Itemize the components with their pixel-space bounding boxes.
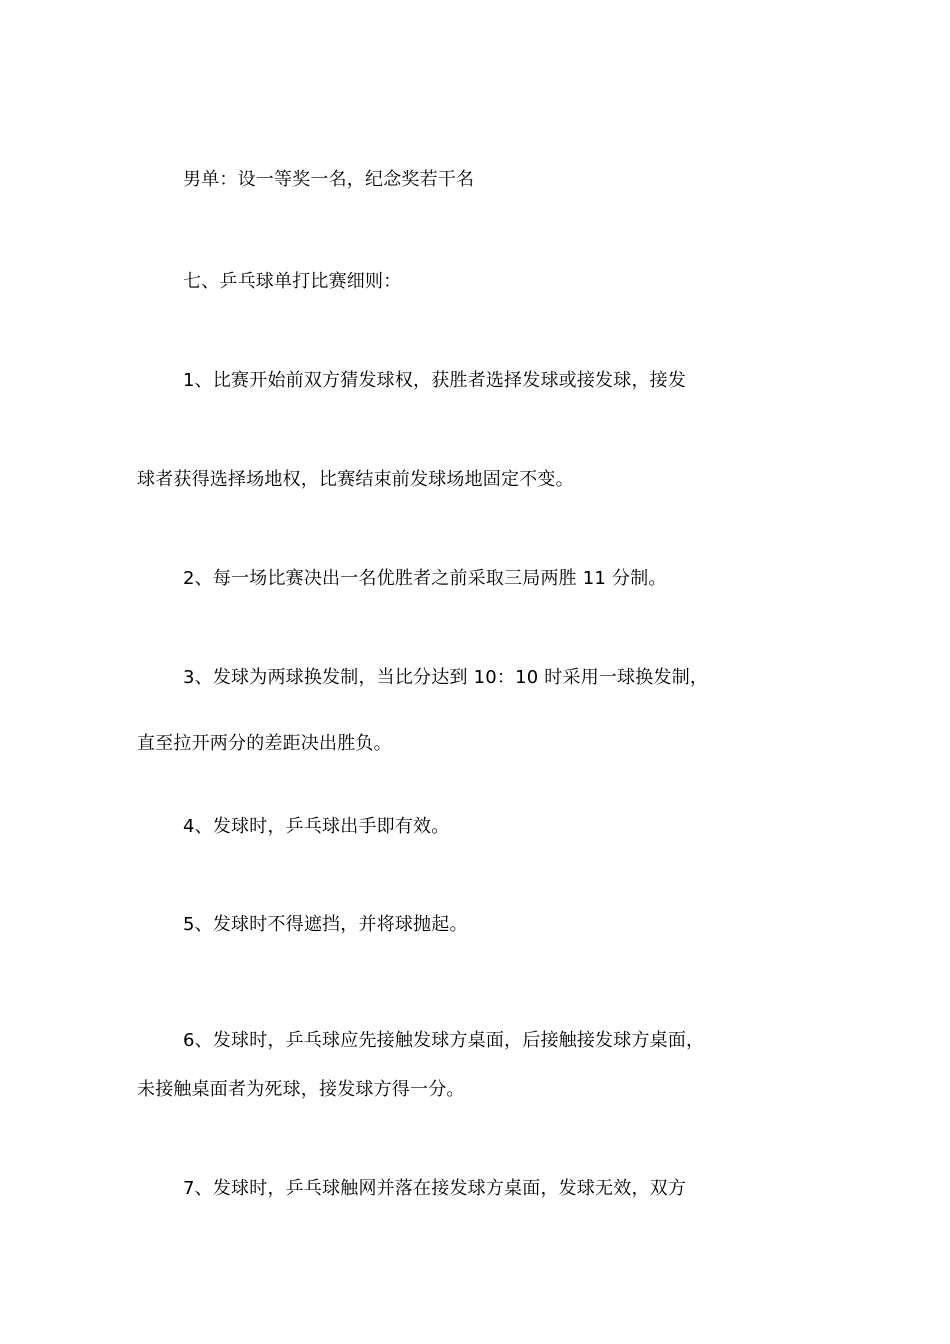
rule-7-line-1: 7、发球时，乒乓球触网并落在接发球方桌面，发球无效，双方 [183,1178,687,1199]
rule-5: 5、发球时不得遮挡，并将球抛起。 [183,914,468,935]
rule-1-line-2: 球者获得选择场地权，比赛结束前发球场地固定不变。 [137,469,574,490]
rule-6-line-2: 未接触桌面者为死球，接发球方得一分。 [137,1079,465,1100]
rule-2: 2、每一场比赛决出一名优胜者之前采取三局两胜 11 分制。 [183,568,667,589]
rule-1-line-1: 1、比赛开始前双方猜发球权，获胜者选择发球或接发球，接发 [183,370,687,391]
award-mens-singles: 男单：设一等奖一名，纪念奖若干名 [183,169,475,190]
rule-4: 4、发球时，乒乓球出手即有效。 [183,816,450,837]
rule-3-line-1: 3、发球为两球换发制，当比分达到 10：10 时采用一球换发制， [183,667,709,688]
section-heading-rules: 七、乒乓球单打比赛细则： [183,271,402,292]
rule-3-line-2: 直至拉开两分的差距决出胜负。 [137,733,392,754]
rule-6-line-1: 6、发球时，乒乓球应先接触发球方桌面，后接触接发球方桌面， [183,1030,705,1051]
